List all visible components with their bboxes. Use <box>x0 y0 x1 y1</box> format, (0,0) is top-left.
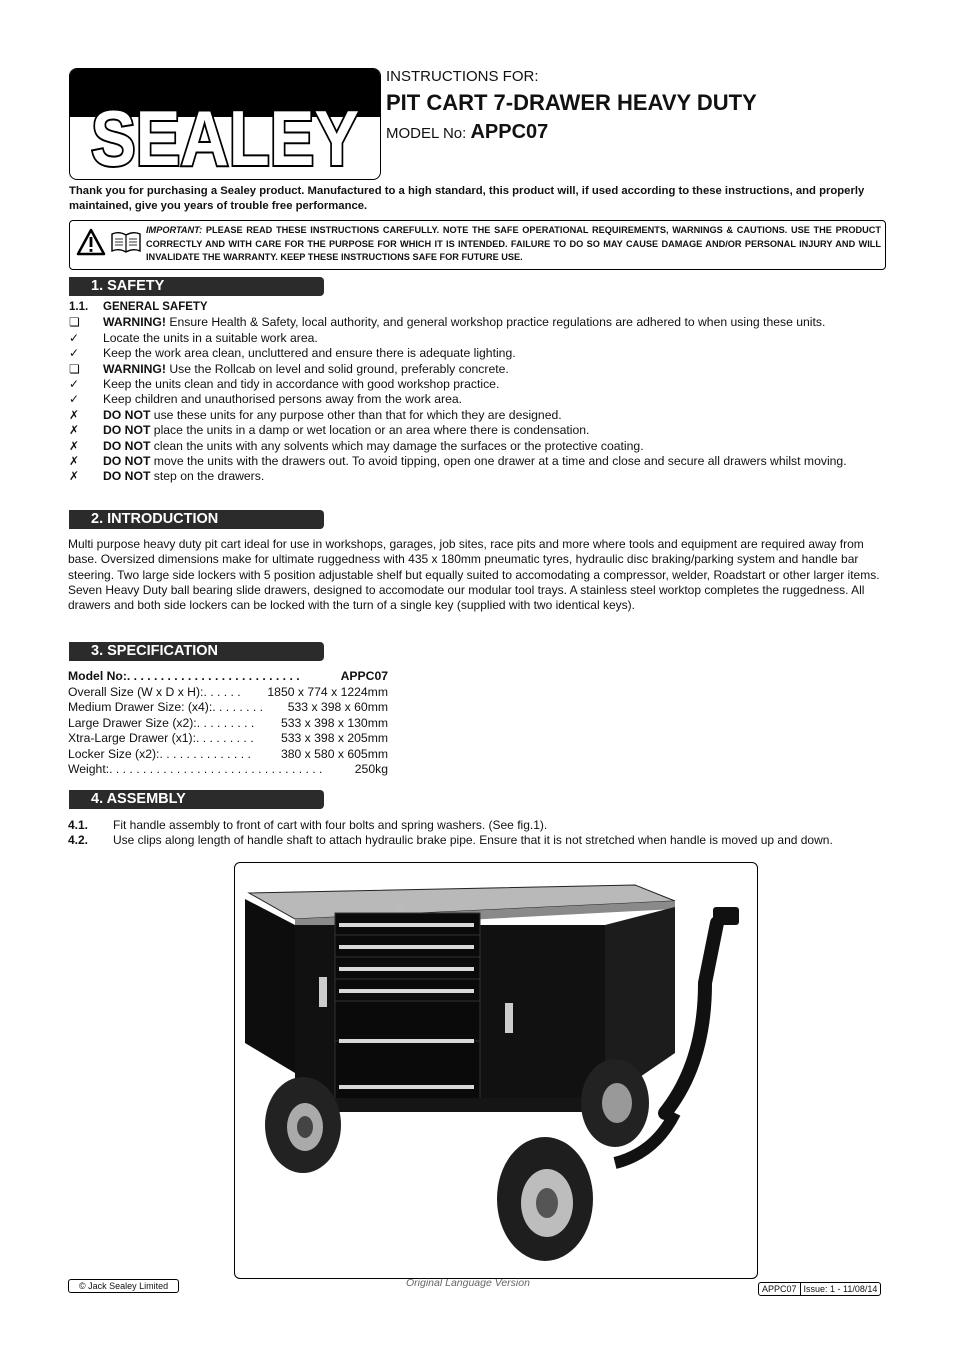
important-text <box>146 224 881 265</box>
safety-subheading: 1.1. GENERAL SAFETY <box>69 301 208 313</box>
assembly-step-number: 4.1. <box>68 818 89 832</box>
safety-symbol-icon: ❏ <box>69 315 80 330</box>
safety-symbol-icon: ✗ <box>69 454 80 469</box>
specification-table <box>68 669 388 778</box>
section-specification-heading: 3. SPECIFICATION <box>69 642 324 661</box>
model-number: APPC07 <box>470 121 549 143</box>
spec-row <box>68 685 388 701</box>
safety-item <box>69 331 879 346</box>
assembly-steps <box>68 818 888 848</box>
spec-row <box>68 731 388 747</box>
spec-value: 533 x 398 x 130mm <box>280 715 388 730</box>
spec-value: 380 x 580 x 605mm <box>280 746 388 761</box>
spec-label: Medium Drawer Size: (x4): <box>68 700 213 714</box>
spec-label: Weight: <box>68 762 110 776</box>
spec-value: APPC07 <box>340 669 388 683</box>
spec-leader: . . . . . . . . . <box>196 715 255 730</box>
safety-item <box>69 454 879 469</box>
important-notice <box>69 220 886 270</box>
safety-symbol-icon: ✗ <box>69 469 80 484</box>
spec-leader: . . . . . . . . . . . . . . <box>159 746 251 761</box>
spec-row <box>68 700 388 716</box>
product-photo <box>234 862 758 1279</box>
safety-list <box>69 300 879 485</box>
spec-leader: . . . . . . . . <box>212 700 264 714</box>
spec-leader: . . . . . . . . . <box>196 731 254 745</box>
pit-cart-illustration <box>235 863 757 1278</box>
spec-leader: . . . . . . . . . . . . . . . . . . . . . . . . . . <box>126 669 300 683</box>
important-label: IMPORTANT: <box>146 225 203 235</box>
section-introduction-heading: 2. INTRODUCTION <box>69 510 324 529</box>
warning-triangle-icon <box>76 228 106 256</box>
safety-symbol-icon: ❏ <box>69 361 80 376</box>
thanks-paragraph: Thank you for purchasing a Sealey product. Manufactured to a high standard, this product will, if used according to these instructions, and properly maintained, give you years of trouble free performance. <box>69 185 865 212</box>
safety-item <box>69 362 879 377</box>
spec-label: Large Drawer Size (x2): <box>68 715 197 730</box>
manual-book-icon <box>110 230 142 254</box>
spec-row <box>68 669 388 685</box>
safety-item-text: Use the Rollcab on level and solid ground, preferably concrete. <box>165 361 509 376</box>
safety-item-text: Ensure Health & Safety, local authority, and general workshop practice regulations are adhered to when using these units. <box>165 315 826 330</box>
safety-item-emphasis: DO NOT <box>103 423 151 438</box>
model-line <box>386 121 548 144</box>
important-body: PLEASE READ THESE INSTRUCTIONS CAREFULLY. NOTE THE SAFE OPERATIONAL REQUIREMENTS, WARNINGS & CAUTIONS. USE THE PRODUCT CORRECTLY AND WITH CARE FOR THE PURPOSE FOR WHICH IT IS INTENDED. FAILURE TO DO SO MAY CAUSE DAMAGE AND/OR PERSONAL INJURY AND WILL INVALIDATE THE WARRANTY. KEEP THESE INSTRUCTIONS SAFE FOR FUTURE USE. <box>146 225 881 262</box>
safety-symbol-icon: ✓ <box>69 392 80 407</box>
section-assembly-heading: 4. ASSEMBLY <box>69 790 324 809</box>
safety-item <box>69 469 879 484</box>
safety-item <box>69 408 879 423</box>
spec-label: Locker Size (x2): <box>68 746 160 761</box>
spec-row <box>68 762 388 778</box>
wheel <box>581 1059 649 1147</box>
wheel <box>265 1077 341 1173</box>
safety-item-emphasis: DO NOT <box>103 469 151 484</box>
footer-model: APPC07 <box>762 1284 797 1294</box>
logo-lettering <box>70 69 380 179</box>
assembly-step <box>68 818 888 833</box>
safety-item <box>69 439 879 454</box>
spec-value: 250kg <box>354 762 388 776</box>
introduction-paragraph: Multi purpose heavy duty pit cart ideal for use in workshops, garages, job sites, race pits and more where tools and equipment are required away from base. Oversized dimensions make for ultimate ruggedness with 435 x 180mm pneumatic tyres, hydraulic disc braking/parking system and handle bar steering. Two large side lockers with 5 position adjustable shelf but equally suited to accomodating a compressor, welder, Roadstart or other larger items. Seven Heavy Duty ball bearing slide drawers, designed to accomodate our modular tool trays. A stainless steel worktop completes the ruggedness. All drawers and both side lockers can be locked with the turn of a single key (supplied with two identical keys). <box>68 537 880 613</box>
spec-row <box>68 716 388 732</box>
safety-item-emphasis: DO NOT <box>103 454 151 469</box>
model-label: MODEL No: <box>386 125 467 142</box>
assembly-step-number: 4.2. <box>68 833 89 847</box>
safety-symbol-icon: ✓ <box>69 377 80 392</box>
product-title: PIT CART 7-DRAWER HEAVY DUTY <box>386 90 757 115</box>
safety-item <box>69 315 879 330</box>
safety-item-text: clean the units with any solvents which may damage the surfaces or the protective coating. <box>150 438 644 453</box>
safety-item-text: step on the drawers. <box>150 469 265 484</box>
spec-leader: . . . . . . <box>203 684 241 699</box>
copyright-badge: © Jack Sealey Limited <box>68 1279 179 1293</box>
safety-symbol-icon: ✗ <box>69 438 80 453</box>
safety-item-emphasis: DO NOT <box>103 407 151 422</box>
safety-symbol-icon: ✗ <box>69 407 80 422</box>
safety-item <box>69 392 879 407</box>
spec-label: Model No: <box>68 669 127 683</box>
instructions-for-label: INSTRUCTIONS FOR: <box>386 68 539 85</box>
assembly-step-text: Fit handle assembly to front of cart with four bolts and spring washers. (See fig.1). <box>113 818 548 832</box>
safety-item-emphasis: DO NOT <box>103 438 151 453</box>
safety-symbol-icon: ✓ <box>69 346 80 361</box>
safety-item-text: use these units for any purpose other than that for which they are designed. <box>150 407 562 422</box>
wheel <box>497 1137 593 1261</box>
safety-item-text: Keep the units clean and tidy in accordance with good workshop practice. <box>103 377 500 392</box>
footer-issue: Issue: 1 - 11/08/14 <box>800 1283 881 1295</box>
spec-value: 533 x 398 x 60mm <box>287 700 388 714</box>
safety-item-text: move the units with the drawers out. To avoid tipping, open one drawer at a time and close and secure all drawers whilst moving. <box>150 454 847 469</box>
safety-item-text: Keep children and unauthorised persons away from the work area. <box>103 392 463 407</box>
safety-item-text: place the units in a damp or wet location or an area where there is condensation. <box>150 423 590 438</box>
assembly-step-text: Use clips along length of handle shaft to attach hydraulic brake pipe. Ensure that it is not stretched when handle is moved up and down. <box>113 833 833 847</box>
section-safety-heading: 1. SAFETY <box>69 277 324 296</box>
assembly-step <box>68 833 888 848</box>
spec-row <box>68 747 388 763</box>
spec-value: 1850 x 774 x 1224mm <box>267 684 388 699</box>
sealey-logo <box>69 68 381 180</box>
safety-item <box>69 423 879 438</box>
svg-text:SEALEY: SEALEY <box>91 94 359 179</box>
spec-label: Overall Size (W x D x H): <box>68 684 204 699</box>
spec-value: 533 x 398 x 205mm <box>280 731 388 745</box>
safety-item-text: Keep the work area clean, uncluttered and ensure there is adequate lighting. <box>103 346 516 361</box>
safety-item-emphasis: WARNING! <box>103 361 166 376</box>
safety-symbol-icon: ✓ <box>69 330 80 345</box>
spec-leader: . . . . . . . . . . . . . . . . . . . . . . . . . . . . . . . . <box>109 762 323 776</box>
safety-item <box>69 346 879 361</box>
safety-item <box>69 377 879 392</box>
safety-symbol-icon: ✗ <box>69 423 80 438</box>
issue-badge <box>758 1282 881 1296</box>
spec-label: Xtra-Large Drawer (x1): <box>68 731 197 745</box>
original-language-note: Original Language Version <box>406 1277 530 1289</box>
safety-item-emphasis: WARNING! <box>103 315 166 330</box>
safety-item-text: Locate the units in a suitable work area. <box>103 330 318 345</box>
